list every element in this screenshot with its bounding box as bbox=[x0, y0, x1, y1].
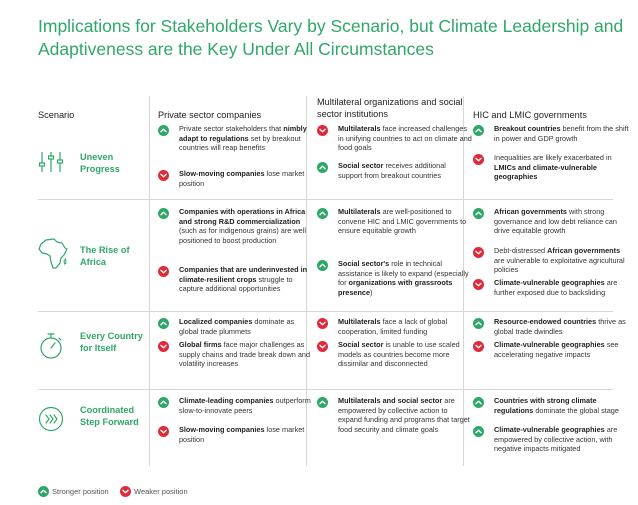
scenario-label: Coordinated Step Forward bbox=[80, 405, 139, 427]
chevron-down-icon bbox=[473, 154, 484, 165]
divider-row-2 bbox=[38, 311, 613, 312]
bullet-text: Breakout countries benefit from the shift in power and GDP growth bbox=[494, 124, 629, 143]
divider-col-1 bbox=[149, 96, 150, 466]
bullet-text: Companies with operations in Africa and strong R&D commercialization (such as for indigenous grains) are well positioned to boost production bbox=[179, 207, 306, 246]
bullet-text: Multilaterals are well-positioned to convene HIC and LMIC governments to ensure equitable growth bbox=[338, 207, 467, 236]
divider-row-1 bbox=[38, 199, 613, 200]
africa-map-icon bbox=[38, 238, 68, 275]
chevron-up-icon bbox=[38, 486, 49, 497]
chevron-up-icon bbox=[473, 318, 484, 329]
bullet-text: Social sector is unable to use scaled models as countries become more dissimilar and disconnected bbox=[338, 340, 460, 369]
chevron-down-icon bbox=[317, 341, 328, 352]
bullet-text: Global firms face major challenges as supply chains and trade break down and volatility increases bbox=[179, 340, 311, 369]
chevron-down-icon bbox=[317, 125, 328, 136]
bullet-text: Climate-leading companies outperform slow-to-innovate peers bbox=[179, 396, 311, 415]
bullet-text: Inequalities are likely exacerbated in LMICs and climate-vulnerable geographies bbox=[494, 153, 612, 182]
bullet-text: Climate-vulnerable geographies are further exposed due to backsliding bbox=[494, 278, 618, 297]
scenario-label: Uneven Progress bbox=[80, 152, 120, 174]
stopwatch-icon bbox=[38, 332, 64, 365]
chevron-up-icon bbox=[473, 125, 484, 136]
scenario-label: Every Country for Itself bbox=[80, 331, 143, 353]
chevron-up-icon bbox=[317, 162, 328, 173]
chevron-up-icon bbox=[158, 208, 169, 219]
header-scenario: Scenario bbox=[38, 110, 75, 120]
chevron-up-icon bbox=[473, 397, 484, 408]
chevron-up-icon bbox=[158, 318, 169, 329]
chevron-down-icon bbox=[158, 266, 169, 277]
header-multilateral: Multilateral organizations and social sector institutions bbox=[317, 97, 463, 119]
bullet-text: Social sector receives additional support from breakout countries bbox=[338, 161, 446, 180]
bullet-text: Multilaterals face a lack of global cooperation, limited funding bbox=[338, 317, 448, 336]
bullet-text: Companies that are underinvested in climate-resilient crops struggle to capture additional opportunities bbox=[179, 265, 308, 294]
bullet-text: Slow-moving companies lose market position bbox=[179, 425, 305, 444]
chevron-down-icon bbox=[158, 426, 169, 437]
bullet-text: Localized companies dominate as global trade plummets bbox=[179, 317, 295, 336]
chevron-up-icon bbox=[158, 125, 169, 136]
bullet-text: Private sector stakeholders that nimbly adapt to regulations set by breakout countries will reap benefits bbox=[179, 124, 307, 153]
bullet-text: Multilaterals face increased challenges in unifying countries to act on climate and food goals bbox=[338, 124, 472, 153]
chevron-down-icon bbox=[158, 170, 169, 181]
chevron-down-icon bbox=[158, 341, 169, 352]
scenario-label: The Rise of Africa bbox=[80, 245, 130, 267]
bullet-text: Debt-distressed African governments are vulnerable to exploitative agricultural policies bbox=[494, 246, 625, 275]
header-governments: HIC and LMIC governments bbox=[473, 110, 587, 120]
chevron-down-icon bbox=[120, 486, 131, 497]
legend-weaker-label: Weaker position bbox=[134, 487, 188, 496]
bullet-text: Climate-vulnerable geographies see accelerating negative impacts bbox=[494, 340, 619, 359]
chevron-down-icon bbox=[473, 279, 484, 290]
page-title: Implications for Stakeholders Vary by Scenario, but Climate Leadership and Adaptiveness are the Key Under All Circumstances bbox=[38, 16, 624, 59]
forward-arrows-icon bbox=[38, 406, 64, 437]
chevron-up-icon bbox=[473, 208, 484, 219]
bullet-text: Multilaterals and social sector are empowered by collective action to expand funding and programs that target food security and climate goals bbox=[338, 396, 470, 435]
chevron-down-icon bbox=[317, 318, 328, 329]
header-private-sector: Private sector companies bbox=[158, 110, 262, 120]
bullet-text: African governments with strong governance and low debt reliance can drive equitable growth bbox=[494, 207, 617, 236]
chevron-up-icon bbox=[473, 426, 484, 437]
bullet-text: Countries with strong climate regulations dominate the global stage bbox=[494, 396, 619, 415]
chevron-up-icon bbox=[317, 208, 328, 219]
chevron-down-icon bbox=[473, 341, 484, 352]
legend-stronger-label: Stronger position bbox=[52, 487, 109, 496]
chevron-up-icon bbox=[158, 397, 169, 408]
bullet-text: Slow-moving companies lose market position bbox=[179, 169, 305, 188]
sliders-icon bbox=[38, 151, 64, 178]
chevron-down-icon bbox=[473, 247, 484, 258]
chevron-up-icon bbox=[317, 397, 328, 408]
divider-row-3 bbox=[38, 389, 613, 390]
chevron-up-icon bbox=[317, 260, 328, 271]
bullet-text: Resource-endowed countries thrive as global trade dwindles bbox=[494, 317, 626, 336]
bullet-text: Climate-vulnerable geographies are empowered by collective action, with negative impacts mitigated bbox=[494, 425, 618, 454]
bullet-text: Social sector's role in technical assistance is likely to expand (especially for organizations with grassroots presence) bbox=[338, 259, 469, 298]
